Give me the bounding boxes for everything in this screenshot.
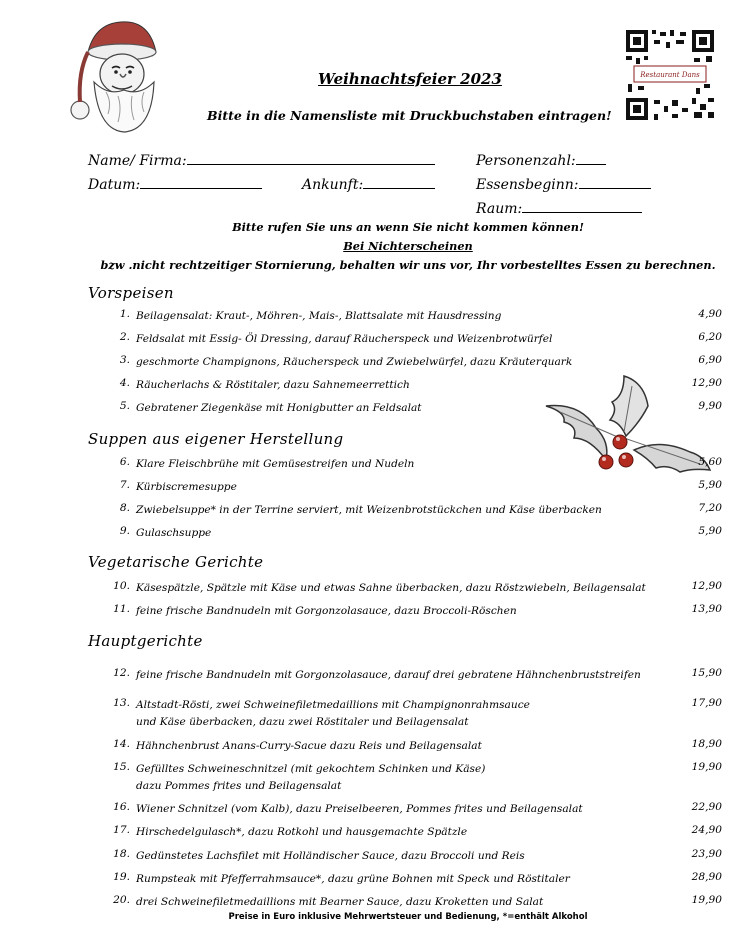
menu-item-price: 5,90 — [698, 525, 722, 537]
date-label: Datum: — [88, 177, 141, 193]
name-field[interactable] — [88, 150, 435, 169]
menu-item-description: Wiener Schnitzel (vom Kalb), dazu Preiselbeeren, Pommes frites und Beilagensalat — [136, 803, 583, 815]
menu-item-description: Feldsalat mit Essig- Öl Dressing, darauf Räucherspeck und Weizenbrotwürfel — [136, 333, 553, 345]
dining-label: Essensbeginn: — [476, 177, 579, 193]
menu-item — [108, 603, 728, 621]
menu-item-price: 23,90 — [691, 848, 722, 860]
menu-item-number: 19. — [113, 871, 130, 883]
menu-item-description: Gefülltes Schweineschnitzel (mit gekochtem Schinken und Käse) — [136, 763, 486, 775]
menu-item-number: 7. — [119, 479, 130, 491]
menu-item-description: Käsespätzle, Spätzle mit Käse und etwas Sahne überbacken, dazu Röstzwiebeln, Beilagensalat — [136, 582, 646, 594]
menu-item — [108, 801, 728, 819]
arrival-line — [363, 174, 435, 189]
dining-line — [579, 174, 651, 189]
menu-item-price: 28,90 — [691, 871, 722, 883]
dining-field[interactable] — [476, 174, 651, 193]
menu-item-number: 14. — [113, 738, 130, 750]
menu-item — [108, 580, 728, 598]
qr-logo-text: Restaurant Dans — [640, 71, 700, 79]
section-mains: Hauptgerichte — [88, 632, 203, 650]
menu-item-description: Gedünstetes Lachsfilet mit Holländischer Sauce, dazu Broccoli und Reis — [136, 850, 525, 862]
menu-item-price: 6,20 — [698, 331, 722, 343]
menu-item-price: 6,90 — [698, 354, 722, 366]
menu-item-description: Rumpsteak mit Pfefferrahmsauce*, dazu grüne Bohnen mit Speck und Röstitaler — [136, 873, 570, 885]
menu-item-price: 7,20 — [698, 502, 722, 514]
persons-line — [576, 150, 606, 165]
menu-item-price: 22,90 — [691, 801, 722, 813]
santa-claus-icon — [68, 12, 160, 136]
arrival-label: Ankunft: — [302, 177, 364, 193]
section-soups: Suppen aus eigener Herstellung — [88, 430, 344, 448]
menu-item — [108, 400, 728, 418]
menu-item-number: 20. — [113, 894, 130, 906]
menu-item — [108, 667, 728, 685]
menu-item-price: 5,60 — [698, 456, 722, 468]
room-label: Raum: — [476, 201, 523, 217]
room-field[interactable] — [476, 198, 642, 217]
date-line — [140, 174, 262, 189]
menu-item-description: Gebratener Ziegenkäse mit Honigbutter an Feldsalat — [136, 402, 422, 414]
menu-item-price: 12,90 — [691, 580, 722, 592]
section-starters: Vorspeisen — [88, 284, 174, 302]
name-label: Name/ Firma: — [88, 153, 187, 169]
menu-item — [108, 354, 728, 372]
menu-item — [108, 894, 728, 912]
menu-item-price: 13,90 — [691, 603, 722, 615]
menu-item-price: 4,90 — [698, 308, 722, 320]
menu-item — [108, 456, 728, 474]
menu-item-price: 5,90 — [698, 479, 722, 491]
room-line — [522, 198, 642, 213]
menu-item-number: 2. — [119, 331, 130, 343]
menu-item-number: 10. — [113, 580, 130, 592]
menu-item-price: 17,90 — [691, 697, 722, 709]
menu-item — [108, 848, 728, 866]
menu-item-number: 15. — [113, 761, 130, 773]
menu-item-description: Altstadt-Rösti, zwei Schweinefiletmedaillions mit Champignonrahmsauce — [136, 699, 530, 711]
menu-item-description: Räucherlachs & Röstitaler, dazu Sahnemeerrettich — [136, 379, 410, 391]
name-line — [187, 150, 435, 165]
menu-item-price: 19,90 — [691, 761, 722, 773]
menu-item — [108, 377, 728, 395]
page-subtitle: Bitte in die Namensliste mit Druckbuchstaben eintragen! — [207, 108, 612, 123]
persons-field[interactable] — [476, 150, 606, 169]
menu-item-description: Hirschedelgulasch*, dazu Rotkohl und hausgemachte Spätzle — [136, 826, 468, 838]
menu-item-number: 4. — [119, 377, 130, 389]
menu-item-price: 9,90 — [698, 400, 722, 412]
menu-item-description: Zwiebelsuppe* in der Terrine serviert, mit Weizenbrotstückchen und Käse überbacken — [136, 504, 602, 516]
menu-item — [108, 502, 728, 520]
menu-item-number: 5. — [119, 400, 130, 412]
menu-item-description: feine frische Bandnudeln mit Gorgonzolasauce, darauf drei gebratene Hähnchenbruststreifen — [136, 669, 641, 681]
menu-item-description: Gulaschsuppe — [136, 527, 212, 539]
menu-item-description: Hähnchenbrust Anans-Curry-Sacue dazu Reis und Beilagensalat — [136, 740, 482, 752]
menu-item-number: 3. — [119, 354, 130, 366]
menu-item-number: 17. — [113, 824, 130, 836]
notice-line-1: Bitte rufen Sie uns an wenn Sie nicht kommen können! — [232, 220, 584, 234]
menu-item-number: 12. — [113, 667, 130, 679]
menu-item-description: feine frische Bandnudeln mit Gorgonzolasauce, dazu Broccoli-Röschen — [136, 605, 517, 617]
section-vegetarian: Vegetarische Gerichte — [88, 553, 264, 571]
menu-item — [108, 525, 728, 543]
menu-item — [108, 479, 728, 497]
footer-note: Preise in Euro inklusive Mehrwertsteuer und Bedienung, *=enthält Alkohol — [228, 912, 588, 922]
date-field[interactable] — [88, 174, 262, 193]
menu-item-number: 13. — [113, 697, 130, 709]
menu-item-number: 6. — [119, 456, 130, 468]
menu-item-price: 19,90 — [691, 894, 722, 906]
menu-item-price: 24,90 — [691, 824, 722, 836]
menu-item — [108, 824, 728, 842]
persons-label: Personenzahl: — [476, 153, 576, 169]
menu-item-number: 1. — [119, 308, 130, 320]
menu-item — [108, 331, 728, 349]
menu-item-description: Beilagensalat: Kraut-, Möhren-, Mais-, Blattsalate mit Hausdressing — [136, 310, 502, 322]
menu-item-description: Klare Fleischbrühe mit Gemüsestreifen und Nudeln — [136, 458, 415, 470]
menu-item — [108, 761, 728, 797]
menu-item-number: 9. — [119, 525, 130, 537]
menu-item — [108, 697, 728, 733]
menu-item-number: 11. — [113, 603, 130, 615]
notice-line-3: bzw .nicht rechtzeitiger Stornierung, behalten wir uns vor, Ihr vorbestelltes Essen zu berechnen. — [100, 258, 716, 272]
qr-code-icon — [624, 28, 716, 122]
menu-item-number: 8. — [119, 502, 130, 514]
menu-item — [108, 871, 728, 889]
menu-item-number: 16. — [113, 801, 130, 813]
menu-item — [108, 308, 728, 326]
menu-item-description: geschmorte Champignons, Räucherspeck und Zwiebelwürfel, dazu Kräuterquark — [136, 356, 573, 368]
page-title: Weihnachtsfeier 2023 — [318, 70, 502, 88]
menu-item-description: drei Schweinefiletmedaillions mit Bearner Sauce, dazu Kroketten und Salat — [136, 896, 544, 908]
menu-item-description-cont: und Käse überbacken, dazu zwei Röstitaler und Beilagensalat — [136, 716, 469, 728]
menu-item — [108, 738, 728, 756]
notice-line-2: Bei Nichterscheinen — [343, 239, 473, 253]
menu-item-number: 18. — [113, 848, 130, 860]
menu-item-price: 12,90 — [691, 377, 722, 389]
menu-item-price: 18,90 — [691, 738, 722, 750]
menu-item-description-cont: dazu Pommes frites und Beilagensalat — [136, 780, 342, 792]
arrival-field[interactable] — [302, 174, 435, 193]
menu-item-price: 15,90 — [691, 667, 722, 679]
menu-item-description: Kürbiscremesuppe — [136, 481, 237, 493]
